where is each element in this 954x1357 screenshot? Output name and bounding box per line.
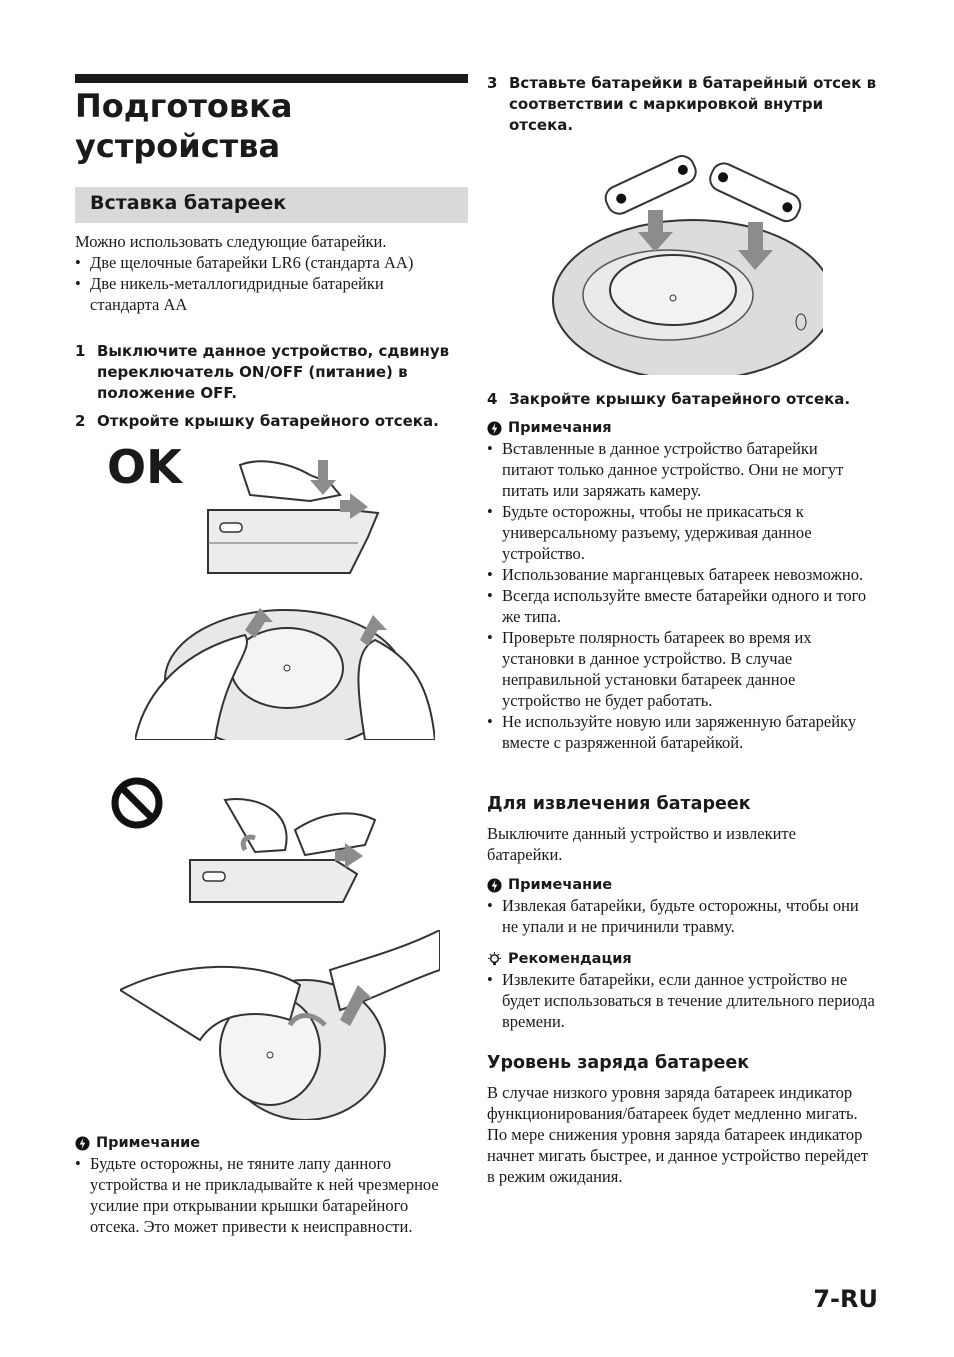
battery-level-section <box>487 1052 882 1187</box>
page-number: 7-RU <box>813 1285 878 1313</box>
section-title: Вставка батареек <box>90 192 287 214</box>
prohibited-icon <box>110 776 164 830</box>
removal-section <box>487 793 882 1032</box>
note-bullet: • Извлекая батарейки, будьте осторожны, чтобы они не упали и не причинили травму. <box>487 895 877 937</box>
note-bullet: • Всегда используйте вместе батарейки одного и того же типа. <box>487 585 872 627</box>
title-line-1: Подготовка <box>75 87 293 125</box>
wrong-slide-illustration <box>185 790 385 910</box>
note-heading: Примечание <box>96 1135 201 1151</box>
title-line-2: устройства <box>75 127 281 165</box>
open-cover-illustration <box>135 600 435 740</box>
section-header <box>75 187 468 223</box>
step-number: 2 <box>75 412 86 430</box>
caution-icon <box>75 1136 90 1151</box>
note-bullet: • Проверьте полярность батареек во время их установки в данное устройство. В случае неправильной установки батареек данное устройство не будет работать. <box>487 627 872 711</box>
tip-heading: Рекомендация <box>508 951 632 967</box>
page-title <box>75 86 468 166</box>
note-bullet: • Вставленные в данное устройство батарейки питают только данное устройство. Они не могут питать или заряжать камеру. <box>487 438 872 501</box>
tip-bullet: • Извлеките батарейки, если данное устройство не будет использоваться в течение длительного периода времени. <box>487 969 877 1032</box>
intro-block <box>75 231 468 315</box>
level-text: В случае низкого уровня заряда батареек индикатор функционирования/батареек будет медленно мигать. По мере снижения уровня заряда батареек индикатор начнет мигать быстрее, и данное устройство перейдет в режим ожидания. <box>487 1083 869 1186</box>
wrong-open-illustration <box>120 930 440 1120</box>
battery-insert-illustration <box>548 150 823 375</box>
step-text: Вставьте батарейки в батарейный отсек в соответствии с маркировкой внутри отсека. <box>509 74 877 134</box>
caution-icon <box>487 878 502 893</box>
notes-heading: Примечания <box>508 420 612 436</box>
step-text: Выключите данное устройство, сдвинув переключатель ON/OFF (питание) в положение OFF. <box>97 342 450 402</box>
lightbulb-icon <box>487 952 502 967</box>
step-3 <box>487 73 882 136</box>
step-4 <box>487 389 882 410</box>
caution-icon <box>487 421 502 436</box>
step-number: 4 <box>487 390 498 408</box>
level-heading: Уровень заряда батареек <box>487 1053 750 1073</box>
removal-text: Выключите данный устройство и извлеките батарейки. <box>487 824 796 864</box>
intro-bullet: • Две никель-металлогидридные батарейки стандарта AA <box>75 273 430 315</box>
title-rule <box>75 74 468 83</box>
step-number: 3 <box>487 74 498 92</box>
left-note <box>75 1133 470 1237</box>
step-number: 1 <box>75 342 86 360</box>
removal-heading: Для извлечения батареек <box>487 794 751 814</box>
step-text: Откройте крышку батарейного отсека. <box>97 412 439 430</box>
slide-cover-illustration <box>200 455 385 580</box>
note-bullet: • Не используйте новую или заряженную батарейку вместе с разряженной батарейкой. <box>487 711 872 753</box>
notes-block <box>487 418 882 753</box>
note-bullet: • Будьте осторожны, не тяните лапу данного устройства и не прикладывайте к ней чрезмерное усилие при открывании крышки батарейного отсека. Это может привести к неисправности. <box>75 1153 450 1237</box>
step-2 <box>75 411 470 432</box>
ok-label: OK <box>107 440 182 494</box>
intro-text: Можно использовать следующие батарейки. <box>75 232 387 251</box>
note-bullet: • Использование марганцевых батареек невозможно. <box>487 564 872 585</box>
intro-bullet: • Две щелочные батарейки LR6 (стандарта AA) <box>75 252 468 273</box>
step-1 <box>75 341 470 404</box>
removal-note-heading: Примечание <box>508 877 613 893</box>
note-bullet: • Будьте осторожны, чтобы не прикасаться к универсальному разъему, удерживая данное устройство. <box>487 501 872 564</box>
step-text: Закройте крышку батарейного отсека. <box>509 390 851 408</box>
